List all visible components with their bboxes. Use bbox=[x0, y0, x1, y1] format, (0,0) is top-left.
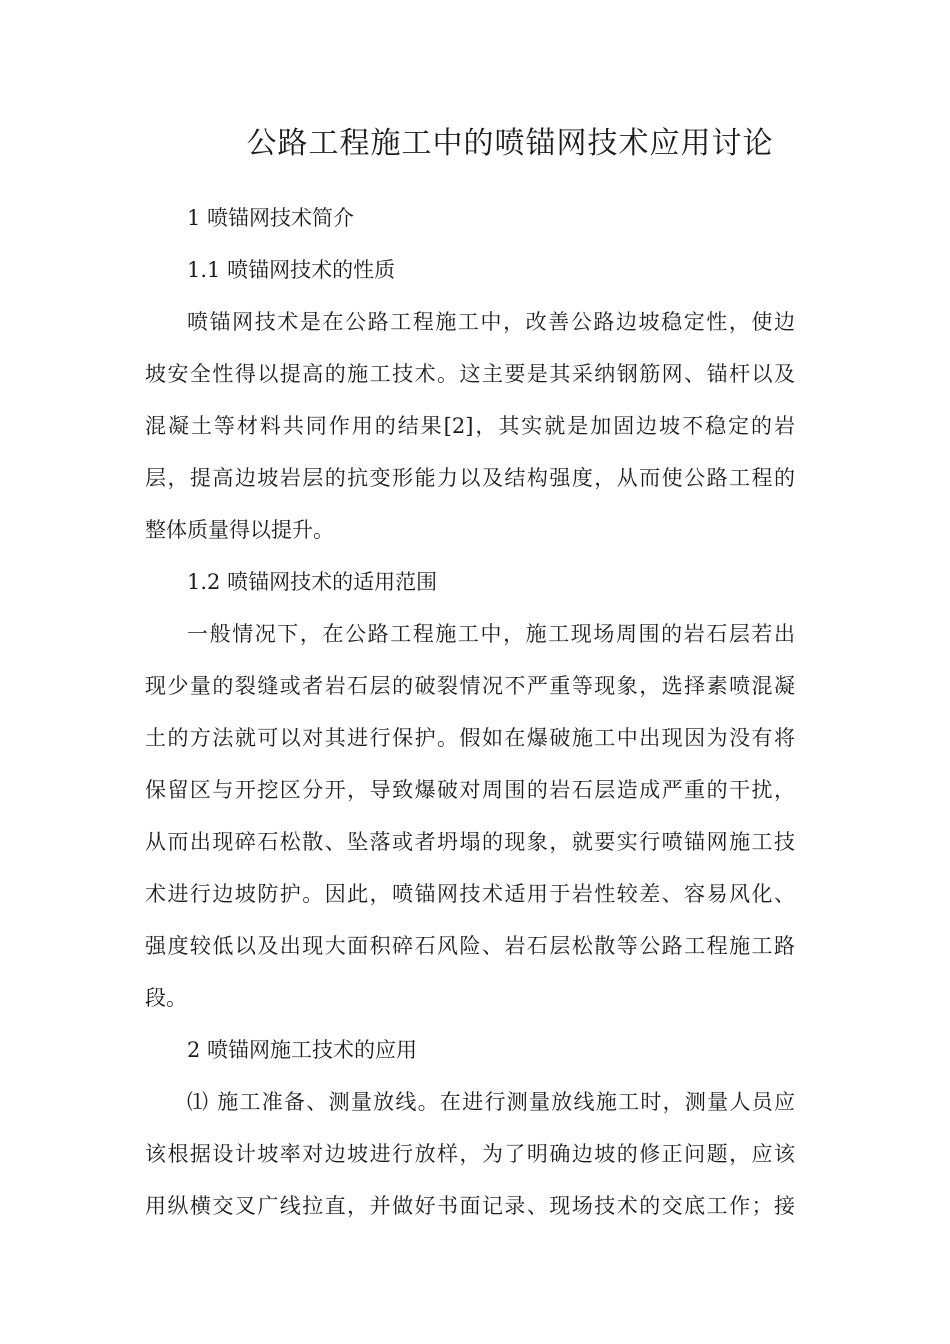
text-line: 层，提高边坡岩层的抗变形能力以及结构强度，从而使公路工程的 bbox=[145, 466, 795, 490]
text-line: 2 喷锚网施工技术的应用 bbox=[187, 1038, 418, 1062]
text-line: 土的方法就可以对其进行保护。假如在爆破施工中出现因为没有将 bbox=[145, 726, 795, 750]
text-line: 术进行边坡防护。因此，喷锚网技术适用于岩性较差、容易风化、 bbox=[145, 882, 795, 906]
text-line: ⑴ 施工准备、测量放线。在进行测量放线施工时，测量人员应 bbox=[187, 1090, 795, 1114]
text-line: 从而出现碎石松散、坠落或者坍塌的现象，就要实行喷锚网施工技 bbox=[145, 830, 795, 854]
text-line: 强度较低以及出现大面积碎石风险、岩石层松散等公路工程施工路 bbox=[145, 934, 795, 958]
document-title: 公路工程施工中的喷锚网技术应用讨论 bbox=[246, 126, 774, 161]
text-line: 1 喷锚网技术简介 bbox=[187, 206, 355, 230]
text-line: 1.2 喷锚网技术的适用范围 bbox=[187, 570, 438, 594]
text-line: 段。 bbox=[145, 986, 187, 1010]
document-body bbox=[145, 192, 795, 1232]
text-line: 1.1 喷锚网技术的性质 bbox=[187, 258, 396, 282]
text-line: 整体质量得以提升。 bbox=[145, 518, 334, 542]
text-line: 一般情况下，在公路工程施工中，施工现场周围的岩石层若出 bbox=[187, 622, 795, 646]
text-line: 用纵横交叉广线拉直，并做好书面记录、现场技术的交底工作；接 bbox=[145, 1194, 795, 1218]
text-line: 现少量的裂缝或者岩石层的破裂情况不严重等现象，选择素喷混凝 bbox=[145, 674, 795, 698]
text-line: 该根据设计坡率对边坡进行放样，为了明确边坡的修正问题，应该 bbox=[145, 1142, 795, 1166]
text-line: 喷锚网技术是在公路工程施工中，改善公路边坡稳定性，使边 bbox=[187, 310, 795, 334]
text-line: 混凝土等材料共同作用的结果[2]，其实就是加固边坡不稳定的岩 bbox=[145, 414, 795, 438]
text-line: 坡安全性得以提高的施工技术。这主要是其采纳钢筋网、锚杆以及 bbox=[145, 362, 795, 386]
text-line: 保留区与开挖区分开，导致爆破对周围的岩石层造成严重的干扰， bbox=[145, 778, 795, 802]
